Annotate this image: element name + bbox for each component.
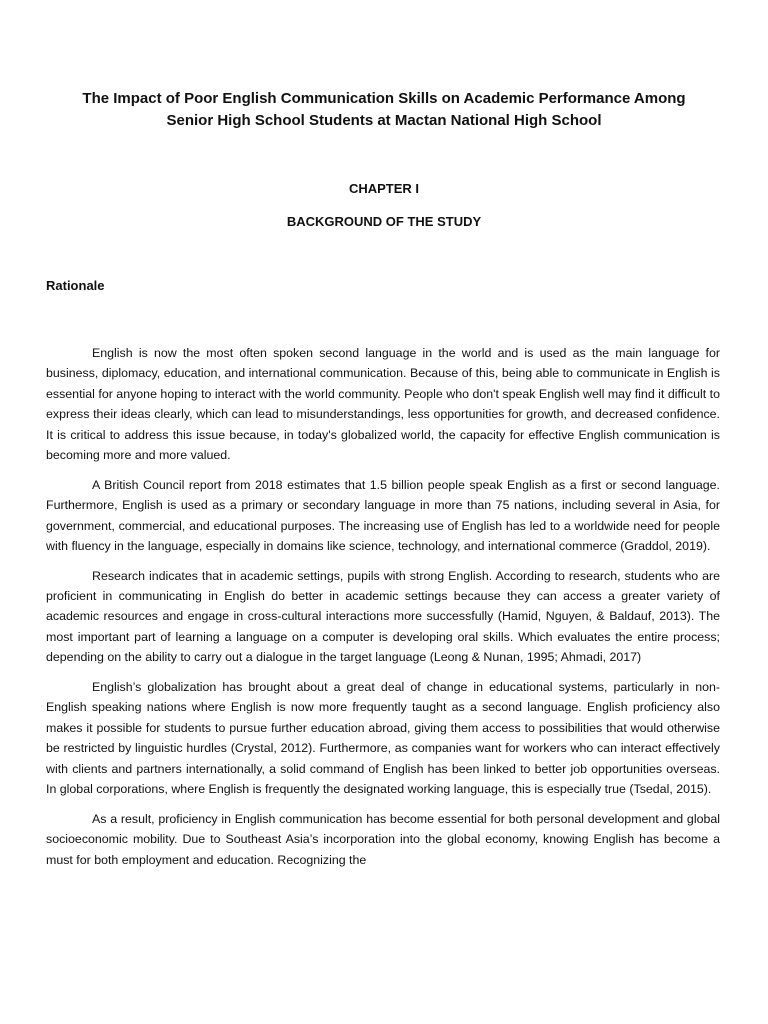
paragraph: English’s globalization has brought about a great deal of change in educational systems, particularly in non-English speaking nations where English is now more frequently taught as a second language. English proficiency also makes it possible for students to pursue further education abroad, giving them access to possibilities that would otherwise be restricted by linguistic hurdles (Crystal, 2012). Furthermore, as companies want for workers who can interact effectively with clients and partners internationally, a solid command of English has been linked to better job opportunities overseas. In global corporations, where English is frequently the designated working language, this is especially true (Tsedal, 2015).: [46, 679, 720, 797]
document-title: [40, 88, 728, 132]
paragraph: Research indicates that in academic settings, pupils with strong English. According to research, students who are proficient in communicating in English do better in academic settings because they can access a greater variety of academic resources and engage in cross-cultural interactions more successfully (Hamid, Nguyen, & Baldauf, 2013). The most important part of learning a language on a computer is developing oral skills. Which evaluates the entire process; depending on the ability to carry out a dialogue in the target language (Leong & Nunan, 1995; Ahmadi, 2017): [46, 568, 720, 665]
paragraph: As a result, proficiency in English communication has become essential for both personal development and global socioeconomic mobility. Due to Southeast Asia’s incorporation into the global economy, knowing English has become a must for both employment and education. Recognizing the: [46, 811, 720, 867]
title-line-2: Senior High School Students at Mactan National High School: [166, 112, 602, 129]
body-text: [46, 343, 720, 879]
title-line-1: The Impact of Poor English Communication Skills on Academic Performance Among: [82, 90, 686, 107]
paragraph: English is now the most often spoken second language in the world and is used as the main language for business, diplomacy, education, and international communication. Because of this, being able to communicate in English is essential for anyone hoping to interact with the world community. People who don't speak English well may find it difficult to express their ideas clearly, which can lead to misunderstandings, less opportunities for growth, and decreased confidence. It is critical to address this issue because, in today's globalized world, the capacity for effective English communication is becoming more and more valued.: [46, 346, 720, 463]
paragraph: A British Council report from 2018 estimates that 1.5 billion people speak English as a first or second language. Furthermore, English is used as a primary or secondary language in more than 75 nations, including several in Asia, for government, commercial, and educational purposes. The increasing use of English has led to a worldwide need for people with fluency in the language, especially in domains like science, technology, and international commerce (Graddol, 2019).: [46, 477, 720, 553]
chapter-heading: CHAPTER I: [348, 181, 420, 196]
chapter-subtitle: BACKGROUND OF THE STUDY: [286, 214, 482, 229]
section-heading-rationale: Rationale: [46, 278, 105, 293]
